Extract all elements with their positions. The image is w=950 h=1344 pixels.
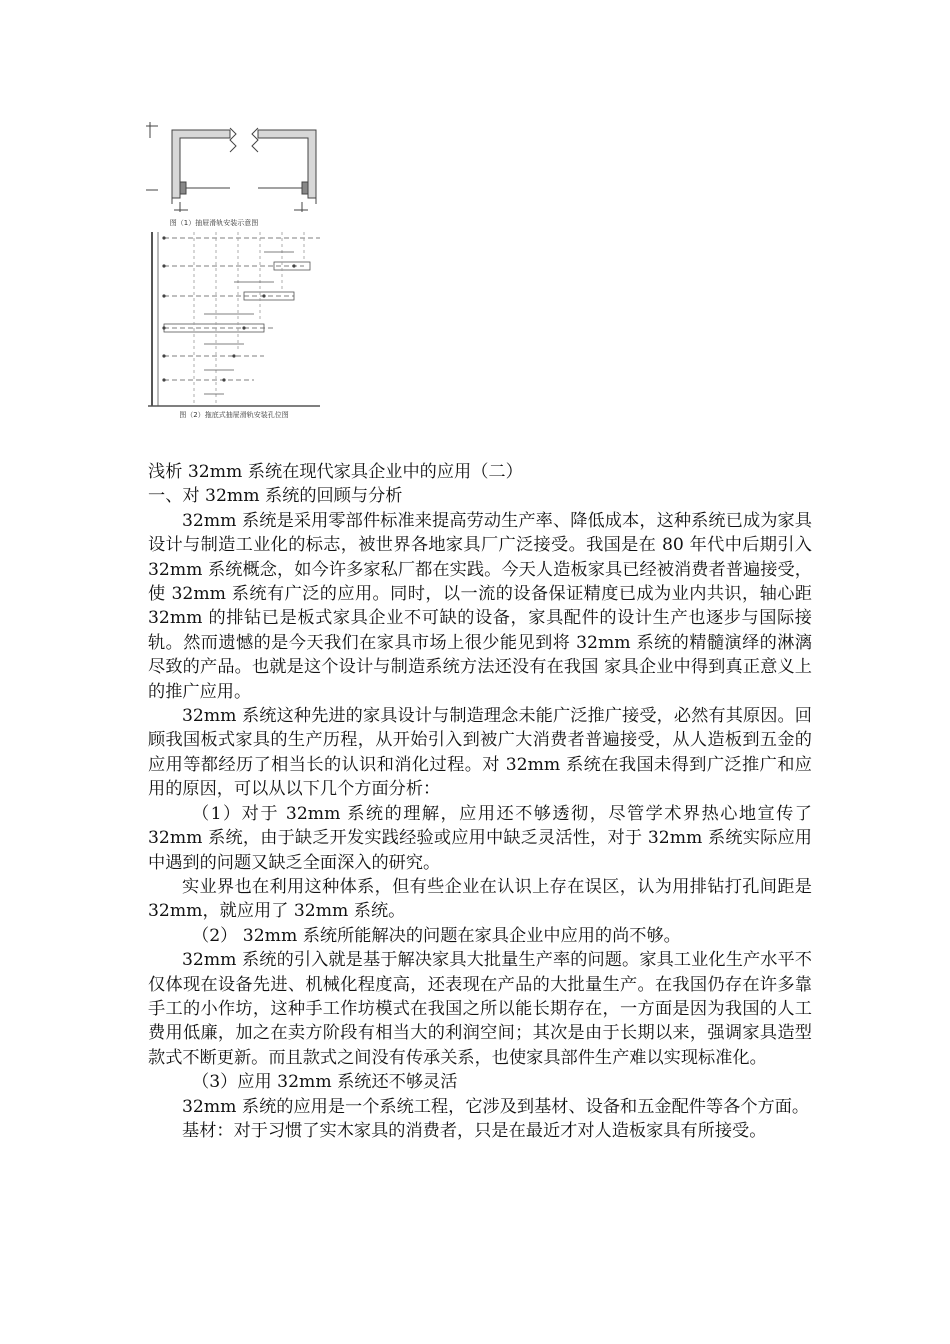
- section-heading-1: 一、对 32mm 系统的回顾与分析: [148, 486, 403, 507]
- drawer-slide-hole-position-diagram: [144, 230, 324, 410]
- paragraph-9: 基材：对于习惯了实木家具的消费者，只是在最近才对人造板家具有所接受。: [182, 1120, 767, 1141]
- paragraph-6: 32mm 系统的引入就是基于解决家具大批量生产率的问题。家具工业化生产水平不仅体现在设备先进、机械化程度高，还表现在产品的大批量生产。在我国仍存在许多靠手工的小作坊，这种手工作坊模式在我国之所以能长期存在，一方面是因为我国的人工费用低廉，加之在卖方阶段有相当大的利润空间；其次是由于长期以来，强调家具造型款式不断更新。而且款式之间没有传承关系，也使家具部件生产难以实现标准化。: [148, 950, 812, 1068]
- paragraph-3: （1）对于 32mm 系统的理解，应用还不够透彻，尽管学术界热心地宣传了 32mm 系统，由于缺乏开发实践经验或应用中缺乏灵活性，对于 32mm 系统实际应用中遇到的问题又缺乏全面深入的研究。: [148, 803, 812, 873]
- figure-1-caption: 图（1）抽屉滑轨安装示意图: [169, 219, 259, 227]
- figure-area: [144, 118, 324, 420]
- figure-2-caption: 图（2）拖底式抽屉滑轨安装孔位图: [179, 411, 289, 419]
- article-title: 浅析 32mm 系统在现代家具企业中的应用（二）: [148, 462, 523, 482]
- paragraph-2: 32mm 系统这种先进的家具设计与制造理念未能广泛推广接受，必然有其原因。回顾我国板式家具的生产历程，从开始引入到被广大消费者普遍接受，从人造板到五金的应用等都经历了相当长的认识和消化过程。对 32mm 系统在我国未得到广泛推广和应用的原因，可以从以下几个方面分析：: [148, 706, 812, 800]
- paragraph-8: 32mm 系统的应用是一个系统工程，它涉及到基材、设备和五金配件等各个方面。: [182, 1096, 810, 1117]
- drawer-slide-installation-diagram: [144, 118, 324, 218]
- paragraph-4: 实业界也在利用这种体系，但有些企业在认识上存在误区，认为用排钻打孔间距是 32mm，就应用了 32mm 系统。: [148, 876, 812, 922]
- paragraph-1: 32mm 系统是采用零部件标准来提高劳动生产率、降低成本，这种系统已成为家具设计与制造工业化的标志，被世界各地家具厂广泛接受。我国是在 80 年代中后期引入 32mm 系统概念，如今许多家私厂都在实践。今天人造板家具已经被消费者普遍接受，使 32mm 系统有广泛的应用。同时，以一流的设备保证精度已成为业内共识，轴心距 32mm 的排钻已是板式家具企业不可缺的设备，家具配件的设计生产也逐步与国际接轨。然而遗憾的是今天我们在家具市场上很少能见到将 32mm 系统的精髓演绎的淋漓尽致的产品。也就是这个设计与制造系统方法还没有在我国 家具企业中得到真正意义上的推广应用。: [148, 510, 812, 702]
- paragraph-7: （3）应用 32mm 系统还不够灵活: [192, 1072, 458, 1093]
- article-body: [148, 460, 812, 1143]
- paragraph-5: （2） 32mm 系统所能解决的问题在家具企业中应用的尚不够。: [192, 925, 681, 946]
